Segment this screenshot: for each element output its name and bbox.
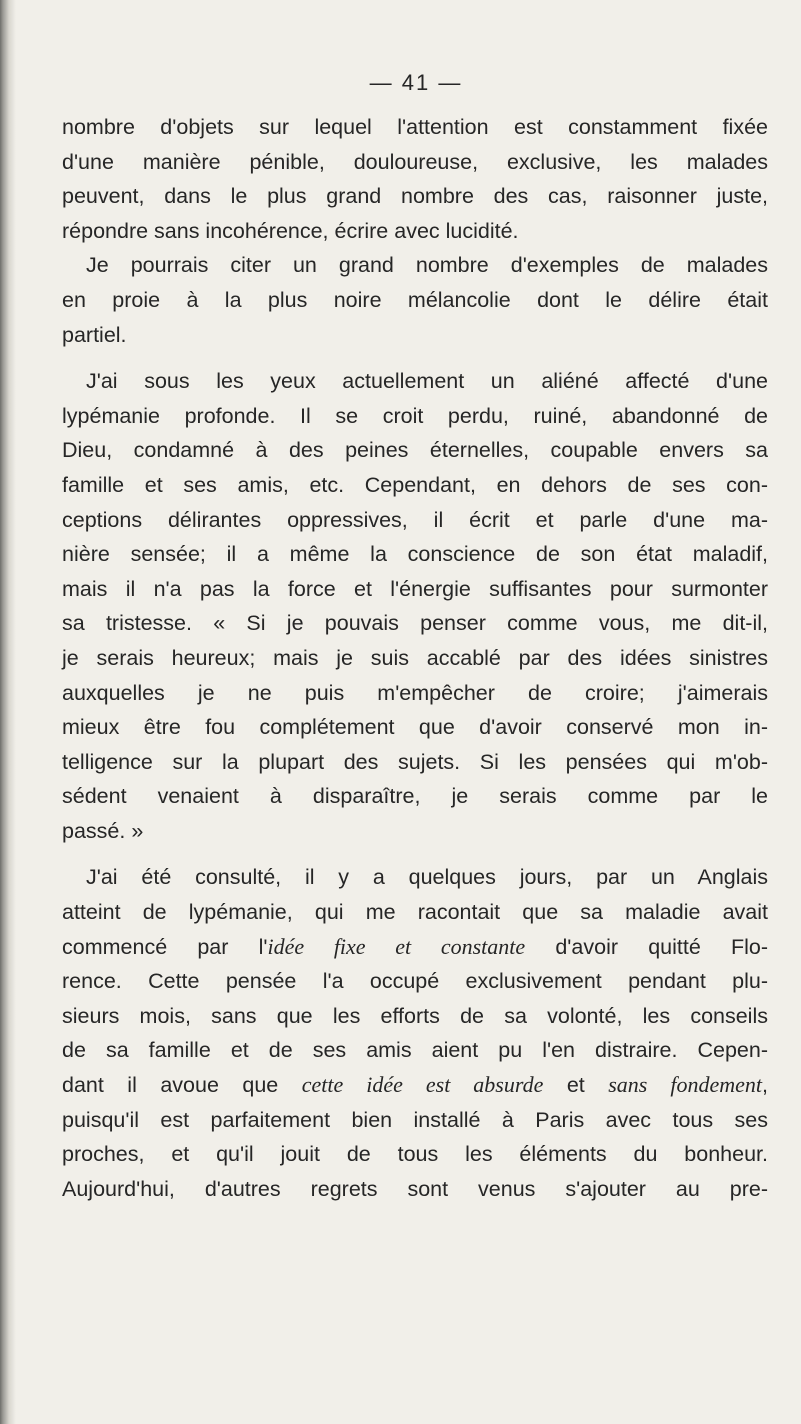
text-line: J'ai sous les yeux actuellement un aliéné affecté d'une bbox=[86, 369, 768, 394]
page-binding-edge bbox=[0, 0, 16, 1424]
text-line: auxquelles je ne puis m'empêcher de croire; j'aimerais bbox=[62, 680, 768, 705]
italic-phrase: cette idée est absurde bbox=[301, 1072, 544, 1098]
text-line: ceptions délirantes oppressives, il écrit et parle d'une ma- bbox=[62, 507, 768, 532]
body-text bbox=[62, 110, 768, 1206]
text-run: commencé par l' bbox=[62, 934, 268, 959]
text-line: nombre d'objets sur lequel l'attention est constamment fixée bbox=[62, 115, 768, 139]
text-line: Dieu, condamné à des peines éternelles, coupable envers sa bbox=[62, 438, 768, 463]
text-line: en proie à la plus noire mélancolie dont le délire était bbox=[62, 287, 768, 312]
text-line: J'ai été consulté, il y a quelques jours, par un Anglais bbox=[86, 865, 768, 890]
text-line: Aujourd'hui, d'autres regrets sont venus s'ajouter au pre- bbox=[62, 1176, 768, 1201]
text-run: dant il avoue que bbox=[62, 1073, 302, 1098]
italic-phrase: sans fondement bbox=[608, 1072, 763, 1098]
text-line-with-italic bbox=[62, 1068, 768, 1103]
text-run: et bbox=[543, 1073, 609, 1098]
text-line: proches, et qu'il jouit de tous les éléments du bonheur. bbox=[62, 1142, 768, 1167]
text-line: telligence sur la plupart des sujets. Si les pensées qui m'ob- bbox=[62, 749, 768, 774]
text-line: peuvent, dans le plus grand nombre des cas, raisonner juste, bbox=[62, 184, 768, 209]
text-line: rence. Cette pensée l'a occupé exclusivement pendant plu- bbox=[62, 969, 768, 994]
text-line: atteint de lypémanie, qui me racontait que sa maladie avait bbox=[62, 900, 768, 925]
text-line: sieurs mois, sans que les efforts de sa volonté, les conseils bbox=[62, 1003, 768, 1028]
text-run: d'avoir quitté Flo- bbox=[525, 934, 768, 959]
text-line: d'une manière pénible, douloureuse, exclusive, les malades bbox=[62, 149, 768, 174]
text-line: famille et ses amis, etc. Cependant, en dehors de ses con- bbox=[62, 472, 768, 497]
text-line: passé. » bbox=[62, 818, 144, 843]
text-run: , bbox=[762, 1073, 768, 1098]
page-number: — 41 — bbox=[369, 70, 463, 95]
italic-phrase: idée fixe et constante bbox=[267, 933, 526, 959]
text-line: partiel. bbox=[62, 322, 127, 347]
text-line: répondre sans incohérence, écrire avec lucidité. bbox=[62, 218, 519, 243]
text-line: lypémanie profonde. Il se croit perdu, ruiné, abandonné de bbox=[62, 403, 768, 428]
text-line: mieux être fou complétement que d'avoir conservé mon in- bbox=[62, 715, 768, 740]
text-line-with-italic bbox=[62, 930, 768, 965]
text-line: sa tristesse. « Si je pouvais penser comme vous, me dit-il, bbox=[62, 611, 768, 636]
text-line: de sa famille et de ses amis aient pu l'en distraire. Cepen- bbox=[62, 1038, 768, 1063]
text-line: je serais heureux; mais je suis accablé par des idées sinistres bbox=[62, 645, 768, 670]
text-line: Je pourrais citer un grand nombre d'exemples de malades bbox=[86, 253, 768, 278]
text-line: mais il n'a pas la force et l'énergie suffisantes pour surmonter bbox=[62, 576, 768, 601]
text-line: sédent venaient à disparaître, je serais comme par le bbox=[62, 784, 768, 809]
text-line: puisqu'il est parfaitement bien installé à Paris avec tous ses bbox=[62, 1107, 768, 1132]
book-page bbox=[56, 70, 776, 1410]
text-line: nière sensée; il a même la conscience de son état maladif, bbox=[62, 542, 768, 567]
